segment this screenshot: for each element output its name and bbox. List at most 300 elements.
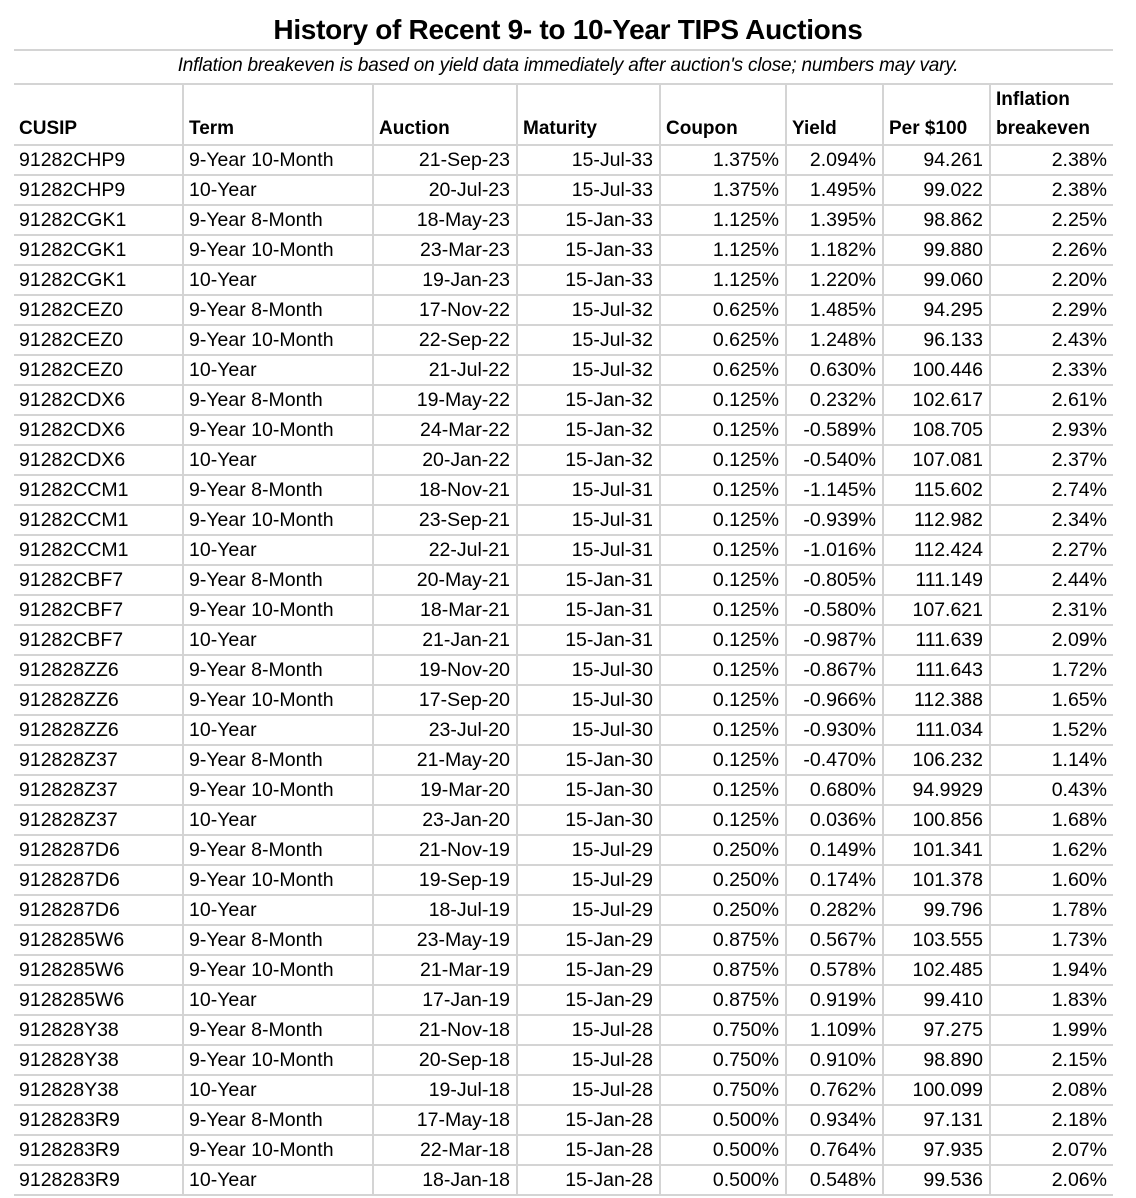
cell-maturity: 15-Jul-31 [517,475,660,505]
table-row [14,1105,1113,1135]
cell-auction: 20-Jan-22 [373,445,517,475]
cell-cusip: 9128283R9 [14,1105,183,1135]
cell-inflation-breakeven: 2.07% [990,1135,1113,1165]
cell-cusip: 9128287D6 [14,895,183,925]
cell-maturity: 15-Jul-33 [517,175,660,205]
cell-cusip: 91282CDX6 [14,415,183,445]
table-row [14,475,1113,505]
cell-per-100: 102.617 [883,385,990,415]
cell-yield: 0.548% [786,1165,883,1195]
cell-yield: 1.495% [786,175,883,205]
cell-coupon: 0.125% [660,625,786,655]
column-header-auction: Auction [373,84,517,145]
cell-coupon: 0.750% [660,1015,786,1045]
cell-per-100: 97.275 [883,1015,990,1045]
table-row [14,505,1113,535]
cell-per-100: 94.295 [883,295,990,325]
cell-inflation-breakeven: 2.93% [990,415,1113,445]
cell-inflation-breakeven: 2.09% [990,625,1113,655]
cell-cusip: 91282CCM1 [14,475,183,505]
cell-cusip: 9128285W6 [14,925,183,955]
cell-yield: -0.540% [786,445,883,475]
cell-coupon: 0.250% [660,895,786,925]
cell-term: 9-Year 8-Month [183,565,373,595]
cell-per-100: 94.261 [883,145,990,175]
cell-auction: 18-Jul-19 [373,895,517,925]
cell-term: 9-Year 10-Month [183,325,373,355]
cell-cusip: 91282CGK1 [14,205,183,235]
cell-per-100: 97.131 [883,1105,990,1135]
cell-auction: 19-May-22 [373,385,517,415]
cell-inflation-breakeven: 2.44% [990,565,1113,595]
cell-coupon: 0.750% [660,1045,786,1075]
cell-term: 9-Year 8-Month [183,835,373,865]
column-header-yield: Yield [786,84,883,145]
cell-auction: 23-May-19 [373,925,517,955]
cell-yield: 0.567% [786,925,883,955]
cell-per-100: 115.602 [883,475,990,505]
cell-coupon: 0.125% [660,565,786,595]
cell-maturity: 15-Jul-32 [517,325,660,355]
cell-maturity: 15-Jul-28 [517,1045,660,1075]
cell-per-100: 106.232 [883,745,990,775]
cell-cusip: 9128287D6 [14,865,183,895]
cell-per-100: 100.856 [883,805,990,835]
cell-yield: -0.580% [786,595,883,625]
cell-term: 9-Year 8-Month [183,1015,373,1045]
cell-term: 9-Year 10-Month [183,685,373,715]
cell-inflation-breakeven: 2.15% [990,1045,1113,1075]
cell-yield: 0.919% [786,985,883,1015]
cell-coupon: 0.125% [660,775,786,805]
cell-cusip: 91282CBF7 [14,595,183,625]
cell-per-100: 98.862 [883,205,990,235]
table-row [14,355,1113,385]
cell-maturity: 15-Jan-30 [517,745,660,775]
cell-maturity: 15-Jan-29 [517,925,660,955]
cell-maturity: 15-Jan-32 [517,385,660,415]
cell-coupon: 0.875% [660,985,786,1015]
page-title: History of Recent 9- to 10-Year TIPS Auctions [273,14,863,45]
cell-per-100: 99.060 [883,265,990,295]
cell-maturity: 15-Jul-30 [517,715,660,745]
table-row [14,895,1113,925]
table-row [14,835,1113,865]
cell-cusip: 9128287D6 [14,835,183,865]
cell-coupon: 0.625% [660,325,786,355]
column-header-term: Term [183,84,373,145]
cell-term: 9-Year 8-Month [183,925,373,955]
cell-auction: 17-Jan-19 [373,985,517,1015]
cell-cusip: 91282CGK1 [14,265,183,295]
cell-coupon: 0.500% [660,1105,786,1135]
cell-term: 10-Year [183,445,373,475]
cell-per-100: 103.555 [883,925,990,955]
cell-auction: 23-Mar-23 [373,235,517,265]
cell-auction: 20-May-21 [373,565,517,595]
cell-coupon: 1.125% [660,265,786,295]
cell-per-100: 101.378 [883,865,990,895]
table-row [14,955,1113,985]
cell-yield: 0.036% [786,805,883,835]
cell-inflation-breakeven: 1.52% [990,715,1113,745]
table-row [14,595,1113,625]
cell-yield: 1.395% [786,205,883,235]
cell-per-100: 102.485 [883,955,990,985]
table-row [14,175,1113,205]
cell-auction: 21-Nov-19 [373,835,517,865]
cell-coupon: 0.125% [660,535,786,565]
cell-auction: 20-Jul-23 [373,175,517,205]
cell-auction: 18-Nov-21 [373,475,517,505]
cell-maturity: 15-Jul-29 [517,835,660,865]
cell-yield: -1.145% [786,475,883,505]
cell-maturity: 15-Jan-28 [517,1105,660,1135]
cell-yield: -0.867% [786,655,883,685]
cell-cusip: 912828ZZ6 [14,685,183,715]
table-row [14,775,1113,805]
cell-cusip: 9128283R9 [14,1165,183,1195]
cell-coupon: 0.125% [660,505,786,535]
cell-auction: 21-Jul-22 [373,355,517,385]
cell-inflation-breakeven: 2.25% [990,205,1113,235]
cell-maturity: 15-Jan-33 [517,235,660,265]
cell-maturity: 15-Jul-33 [517,145,660,175]
table-row [14,715,1113,745]
cell-auction: 19-Nov-20 [373,655,517,685]
cell-maturity: 15-Jan-28 [517,1135,660,1165]
cell-auction: 19-Mar-20 [373,775,517,805]
cell-auction: 19-Sep-19 [373,865,517,895]
cell-maturity: 15-Jul-30 [517,655,660,685]
cell-term: 10-Year [183,175,373,205]
breakeven-header-line2: breakeven [996,118,1091,139]
cell-term: 10-Year [183,625,373,655]
cell-maturity: 15-Jan-33 [517,265,660,295]
table-row [14,205,1113,235]
cell-maturity: 15-Jan-31 [517,565,660,595]
cell-term: 10-Year [183,895,373,925]
cell-term: 9-Year 8-Month [183,475,373,505]
cell-per-100: 101.341 [883,835,990,865]
cell-coupon: 0.125% [660,595,786,625]
cell-coupon: 1.375% [660,175,786,205]
cell-cusip: 91282CEZ0 [14,325,183,355]
table-row [14,625,1113,655]
title-divider [14,49,1113,51]
subtitle-note: Inflation breakeven is based on yield data immediately after auction's close; numbers may vary. [177,55,959,76]
cell-per-100: 99.022 [883,175,990,205]
cell-cusip: 912828ZZ6 [14,715,183,745]
cell-inflation-breakeven: 2.38% [990,175,1113,205]
tips-auctions-table [14,83,1113,1196]
cell-auction: 22-Sep-22 [373,325,517,355]
cell-auction: 17-Sep-20 [373,685,517,715]
cell-maturity: 15-Jul-31 [517,505,660,535]
table-row [14,565,1113,595]
table-row [14,295,1113,325]
cell-inflation-breakeven: 1.72% [990,655,1113,685]
cell-auction: 21-Nov-18 [373,1015,517,1045]
cell-yield: -0.987% [786,625,883,655]
cell-coupon: 0.125% [660,385,786,415]
cell-yield: -0.966% [786,685,883,715]
table-row [14,985,1113,1015]
cell-auction: 24-Mar-22 [373,415,517,445]
cell-cusip: 912828Z37 [14,745,183,775]
cell-yield: 1.109% [786,1015,883,1045]
table-row [14,685,1113,715]
cell-per-100: 96.133 [883,325,990,355]
cell-auction: 18-Jan-18 [373,1165,517,1195]
table-row [14,925,1113,955]
cell-inflation-breakeven: 2.38% [990,145,1113,175]
cell-coupon: 0.500% [660,1135,786,1165]
cell-term: 10-Year [183,805,373,835]
cell-coupon: 0.125% [660,415,786,445]
cell-inflation-breakeven: 1.78% [990,895,1113,925]
column-header-maturity: Maturity [517,84,660,145]
cell-term: 10-Year [183,265,373,295]
table-row [14,1045,1113,1075]
cell-term: 9-Year 8-Month [183,205,373,235]
cell-maturity: 15-Jan-28 [517,1165,660,1195]
cell-per-100: 98.890 [883,1045,990,1075]
cell-cusip: 91282CCM1 [14,535,183,565]
cell-yield: 0.232% [786,385,883,415]
cell-maturity: 15-Jul-32 [517,295,660,325]
cell-term: 9-Year 10-Month [183,1045,373,1075]
cell-term: 9-Year 8-Month [183,745,373,775]
cell-yield: 1.248% [786,325,883,355]
cell-inflation-breakeven: 2.18% [990,1105,1113,1135]
cell-yield: 1.182% [786,235,883,265]
cell-term: 9-Year 10-Month [183,415,373,445]
cell-coupon: 0.125% [660,745,786,775]
cell-per-100: 111.643 [883,655,990,685]
cell-maturity: 15-Jul-28 [517,1015,660,1045]
cell-yield: -0.939% [786,505,883,535]
cell-inflation-breakeven: 1.73% [990,925,1113,955]
cell-maturity: 15-Jan-33 [517,205,660,235]
cell-inflation-breakeven: 1.68% [990,805,1113,835]
cell-inflation-breakeven: 2.31% [990,595,1113,625]
cell-cusip: 91282CBF7 [14,565,183,595]
cell-inflation-breakeven: 2.33% [990,355,1113,385]
cell-maturity: 15-Jan-29 [517,985,660,1015]
cell-yield: 0.680% [786,775,883,805]
breakeven-header-line1: Inflation [996,89,1070,110]
cell-coupon: 0.125% [660,685,786,715]
cell-inflation-breakeven: 2.27% [990,535,1113,565]
cell-yield: 0.282% [786,895,883,925]
cell-per-100: 99.410 [883,985,990,1015]
cell-coupon: 0.625% [660,295,786,325]
table-row [14,745,1113,775]
cell-cusip: 912828Y38 [14,1015,183,1045]
table-row [14,1165,1113,1195]
cell-inflation-breakeven: 2.26% [990,235,1113,265]
cell-coupon: 1.125% [660,205,786,235]
cell-term: 9-Year 10-Month [183,235,373,265]
cell-term: 9-Year 8-Month [183,655,373,685]
cell-maturity: 15-Jul-29 [517,865,660,895]
cell-term: 9-Year 10-Month [183,505,373,535]
cell-term: 9-Year 8-Month [183,295,373,325]
table-row [14,145,1113,175]
cell-cusip: 91282CDX6 [14,385,183,415]
table-body [14,145,1113,1195]
cell-auction: 19-Jan-23 [373,265,517,295]
cell-term: 10-Year [183,355,373,385]
cell-coupon: 0.500% [660,1165,786,1195]
cell-maturity: 15-Jan-30 [517,805,660,835]
cell-yield: 0.934% [786,1105,883,1135]
cell-inflation-breakeven: 2.29% [990,295,1113,325]
cell-cusip: 91282CHP9 [14,145,183,175]
cell-coupon: 0.125% [660,715,786,745]
cell-auction: 21-Jan-21 [373,625,517,655]
column-header-coupon: Coupon [660,84,786,145]
cell-maturity: 15-Jul-31 [517,535,660,565]
cell-per-100: 94.9929 [883,775,990,805]
cell-inflation-breakeven: 2.74% [990,475,1113,505]
cell-inflation-breakeven: 1.65% [990,685,1113,715]
cell-yield: 0.578% [786,955,883,985]
cell-per-100: 111.639 [883,625,990,655]
cell-cusip: 9128283R9 [14,1135,183,1165]
cell-coupon: 0.250% [660,865,786,895]
cell-per-100: 112.982 [883,505,990,535]
cell-inflation-breakeven: 2.61% [990,385,1113,415]
cell-yield: -0.470% [786,745,883,775]
cell-per-100: 112.424 [883,535,990,565]
cell-term: 9-Year 10-Month [183,145,373,175]
cell-inflation-breakeven: 1.14% [990,745,1113,775]
cell-coupon: 0.250% [660,835,786,865]
cell-term: 9-Year 10-Month [183,775,373,805]
cell-auction: 17-May-18 [373,1105,517,1135]
cell-yield: 0.762% [786,1075,883,1105]
cell-per-100: 111.034 [883,715,990,745]
cell-maturity: 15-Jul-30 [517,685,660,715]
cell-cusip: 91282CHP9 [14,175,183,205]
cell-term: 10-Year [183,715,373,745]
cell-per-100: 107.621 [883,595,990,625]
cell-yield: -0.930% [786,715,883,745]
cell-auction: 22-Mar-18 [373,1135,517,1165]
cell-auction: 21-May-20 [373,745,517,775]
cell-cusip: 9128285W6 [14,955,183,985]
cell-maturity: 15-Jan-31 [517,595,660,625]
cell-per-100: 107.081 [883,445,990,475]
cell-yield: 1.485% [786,295,883,325]
table-row [14,535,1113,565]
column-header-cusip: CUSIP [14,84,183,145]
cell-inflation-breakeven: 2.06% [990,1165,1113,1195]
table-row [14,235,1113,265]
cell-cusip: 9128285W6 [14,985,183,1015]
cell-coupon: 0.125% [660,475,786,505]
cell-inflation-breakeven: 1.60% [990,865,1113,895]
cell-yield: -0.805% [786,565,883,595]
cell-term: 9-Year 10-Month [183,955,373,985]
cell-cusip: 912828ZZ6 [14,655,183,685]
table-row [14,1135,1113,1165]
table-row [14,1075,1113,1105]
cell-inflation-breakeven: 1.62% [990,835,1113,865]
cell-term: 9-Year 10-Month [183,1135,373,1165]
cell-cusip: 91282CGK1 [14,235,183,265]
cell-inflation-breakeven: 2.43% [990,325,1113,355]
cell-term: 10-Year [183,985,373,1015]
cell-coupon: 0.875% [660,925,786,955]
cell-cusip: 91282CBF7 [14,625,183,655]
cell-yield: 0.174% [786,865,883,895]
table-row [14,445,1113,475]
cell-per-100: 97.935 [883,1135,990,1165]
cell-cusip: 91282CDX6 [14,445,183,475]
table-row [14,415,1113,445]
cell-auction: 22-Jul-21 [373,535,517,565]
cell-auction: 18-May-23 [373,205,517,235]
cell-inflation-breakeven: 1.83% [990,985,1113,1015]
cell-per-100: 99.796 [883,895,990,925]
cell-maturity: 15-Jan-32 [517,415,660,445]
cell-inflation-breakeven: 1.99% [990,1015,1113,1045]
cell-auction: 21-Sep-23 [373,145,517,175]
header-row [14,84,1113,145]
cell-cusip: 91282CEZ0 [14,295,183,325]
cell-auction: 19-Jul-18 [373,1075,517,1105]
column-header-inflation-breakeven [990,84,1113,145]
cell-maturity: 15-Jan-29 [517,955,660,985]
column-header-per-100: Per $100 [883,84,990,145]
cell-yield: 0.630% [786,355,883,385]
cell-auction: 17-Nov-22 [373,295,517,325]
cell-coupon: 0.125% [660,445,786,475]
cell-coupon: 0.125% [660,655,786,685]
cell-per-100: 100.446 [883,355,990,385]
cell-maturity: 15-Jan-31 [517,625,660,655]
cell-term: 10-Year [183,535,373,565]
table-row [14,385,1113,415]
table-row [14,655,1113,685]
table-row [14,865,1113,895]
cell-cusip: 912828Z37 [14,775,183,805]
table-row [14,805,1113,835]
cell-term: 10-Year [183,1165,373,1195]
cell-cusip: 91282CEZ0 [14,355,183,385]
cell-coupon: 0.625% [660,355,786,385]
cell-term: 9-Year 10-Month [183,595,373,625]
cell-auction: 18-Mar-21 [373,595,517,625]
cell-per-100: 108.705 [883,415,990,445]
table-row [14,1015,1113,1045]
cell-auction: 21-Mar-19 [373,955,517,985]
cell-per-100: 100.099 [883,1075,990,1105]
cell-cusip: 912828Z37 [14,805,183,835]
cell-inflation-breakeven: 0.43% [990,775,1113,805]
cell-yield: -0.589% [786,415,883,445]
cell-coupon: 0.875% [660,955,786,985]
cell-cusip: 91282CCM1 [14,505,183,535]
cell-per-100: 99.880 [883,235,990,265]
cell-yield: 2.094% [786,145,883,175]
cell-term: 9-Year 8-Month [183,1105,373,1135]
cell-yield: 0.910% [786,1045,883,1075]
cell-term: 9-Year 8-Month [183,385,373,415]
